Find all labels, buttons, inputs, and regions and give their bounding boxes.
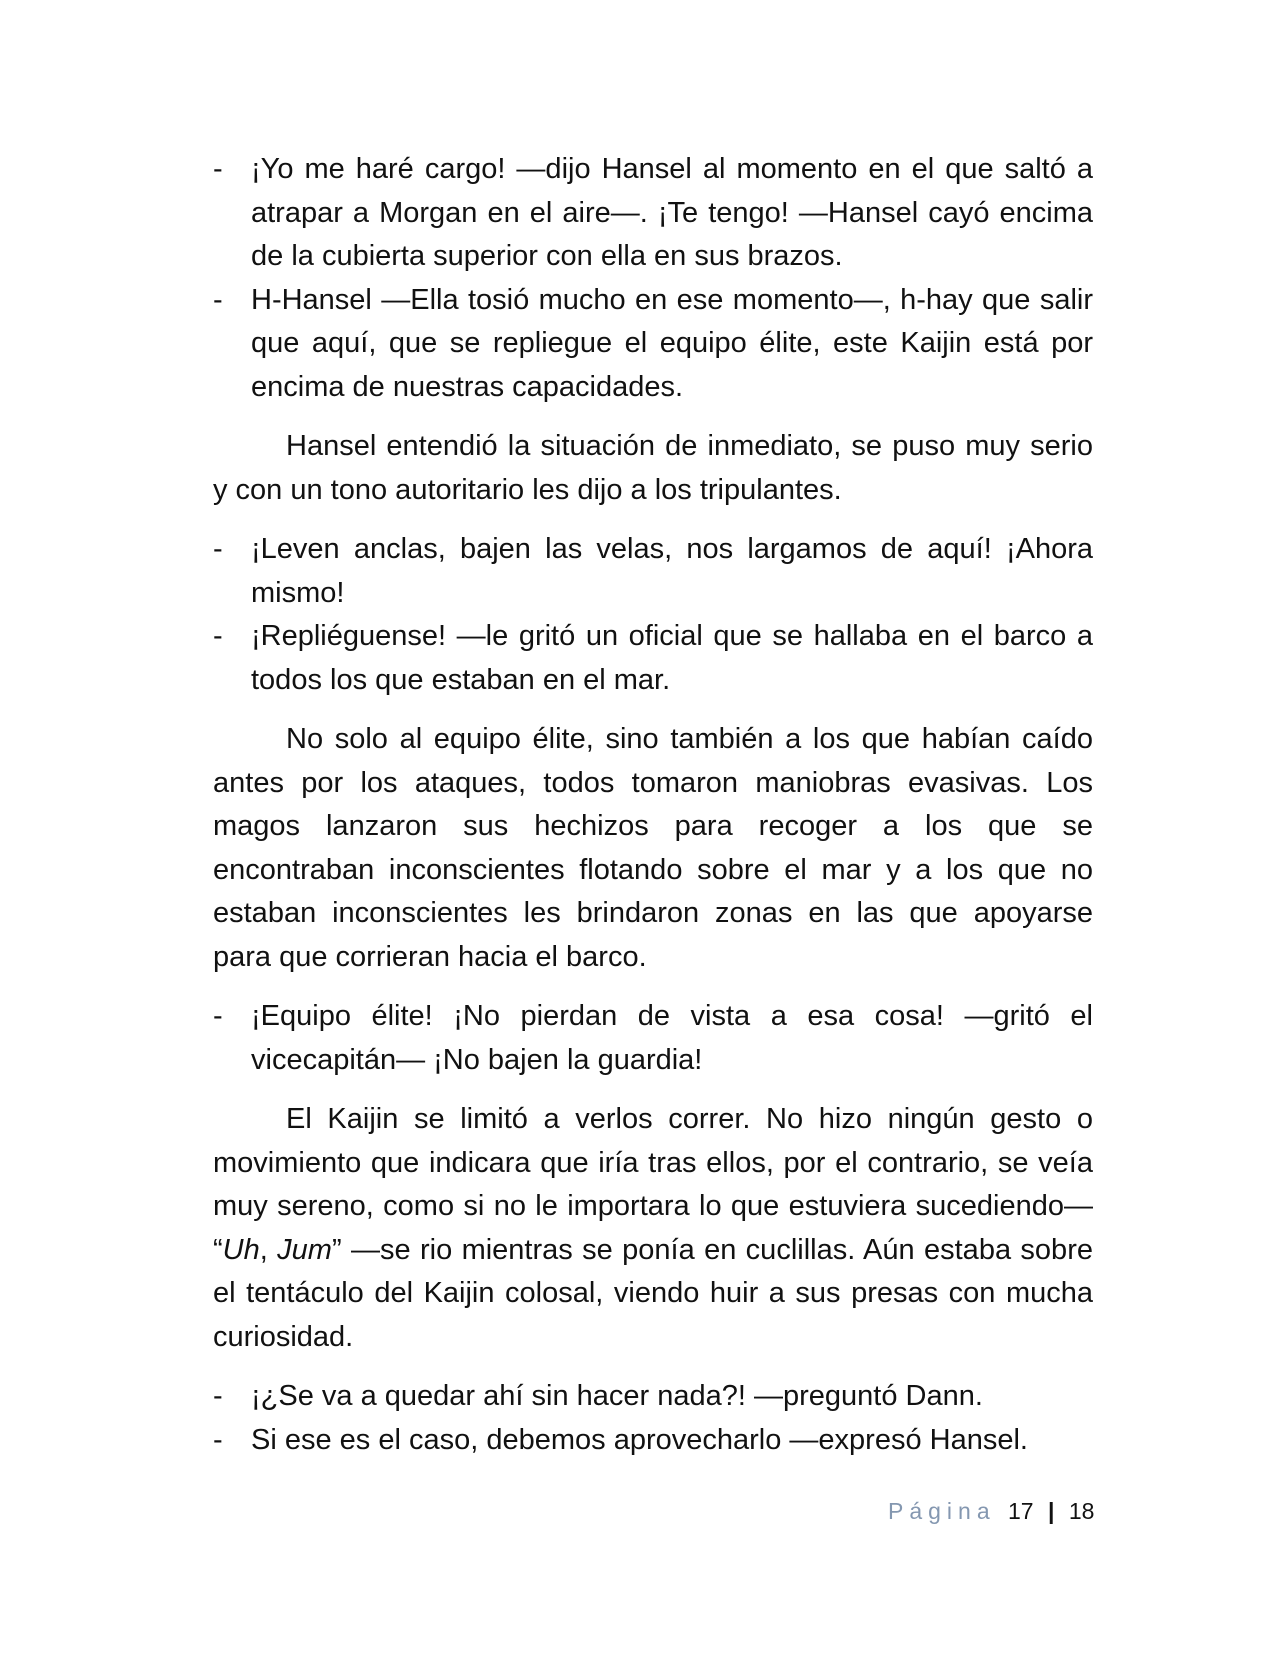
dialogue-dash: - — [213, 283, 223, 316]
italic-text: Jum — [277, 1233, 332, 1266]
dialogue-dash: - — [213, 153, 223, 185]
dialogue-line — [213, 1375, 1093, 1419]
dialogue-dash: - — [213, 533, 223, 565]
dialogue-text: ¡Leven anclas, bajen las velas, nos largamos de aquí! ¡Ahora mismo! — [251, 533, 1093, 609]
dialogue-line — [213, 279, 1093, 410]
dialogue-dash: - — [213, 620, 223, 652]
italic-text: Uh — [222, 1233, 260, 1266]
narrative-paragraph — [213, 1098, 1093, 1359]
dialogue-dash: - — [213, 1423, 223, 1456]
paragraph-text: El Kaijin se limitó a verlos correr. No hizo ningún gesto o movimiento que indicara que iría tras ellos, por el contrario, se veía muy sereno, como si no le importara lo que estuviera sucediendo— “ — [213, 1103, 1093, 1266]
dialogue-line — [213, 148, 1093, 279]
narrative-paragraph: No solo al equipo élite, sino también a los que habían caído antes por los ataques, todos tomaron maniobras evasivas. Los magos lanzaron sus hechizos para recoger a los que se encontraban inconscientes flotando sobre el mar y a los que no estaban inconscientes les brindaron zonas en las que apoyarse para que corrieran hacia el barco. — [213, 723, 1093, 973]
page-separator: | — [1048, 1498, 1055, 1524]
dialogue-text: ¡Yo me haré cargo! —dijo Hansel al momento en el que saltó a atrapar a Morgan en el aire—. ¡Te tengo! —Hansel cayó encima de la cubierta superior con ella en sus brazos. — [251, 153, 1093, 272]
total-pages: 18 — [1068, 1498, 1095, 1524]
dialogue-line — [213, 995, 1093, 1082]
page-footer — [888, 1496, 1094, 1526]
paragraph-text: ” —se rio mientras se ponía en cuclillas. Aún estaba sobre el tentáculo del Kaijin colosal, viendo huir a sus presas con mucha curiosidad. — [213, 1233, 1093, 1353]
dialogue-dash: - — [213, 1380, 223, 1412]
dialogue-line — [213, 615, 1093, 702]
paragraph-text: , — [259, 1233, 278, 1266]
page-label: Página — [888, 1498, 996, 1524]
page-body — [213, 148, 1093, 1462]
dialogue-line — [213, 528, 1093, 615]
dialogue-text: ¡Repliéguense! —le gritó un oficial que se hallaba en el barco a todos los que estaban en el mar. — [251, 620, 1093, 696]
dialogue-text: H-Hansel —Ella tosió mucho en ese momento—, h-hay que salir que aquí, que se repliegue el equipo élite, este Kaijin está por encima de nuestras capacidades. — [251, 283, 1093, 403]
dialogue-line — [213, 1419, 1093, 1463]
dialogue-dash: - — [213, 1000, 223, 1032]
dialogue-text: ¡¿Se va a quedar ahí sin hacer nada?! —preguntó Dann. — [251, 1380, 983, 1412]
dialogue-text: Si ese es el caso, debemos aprovecharlo —expresó Hansel. — [251, 1423, 1028, 1456]
page-number: 17 — [1008, 1498, 1034, 1524]
narrative-paragraph: Hansel entendió la situación de inmediato, se puso muy serio y con un tono autoritario les dijo a los tripulantes. — [213, 430, 1093, 506]
dialogue-text: ¡Equipo élite! ¡No pierdan de vista a esa cosa! —gritó el vicecapitán— ¡No bajen la guardia! — [251, 1000, 1093, 1076]
